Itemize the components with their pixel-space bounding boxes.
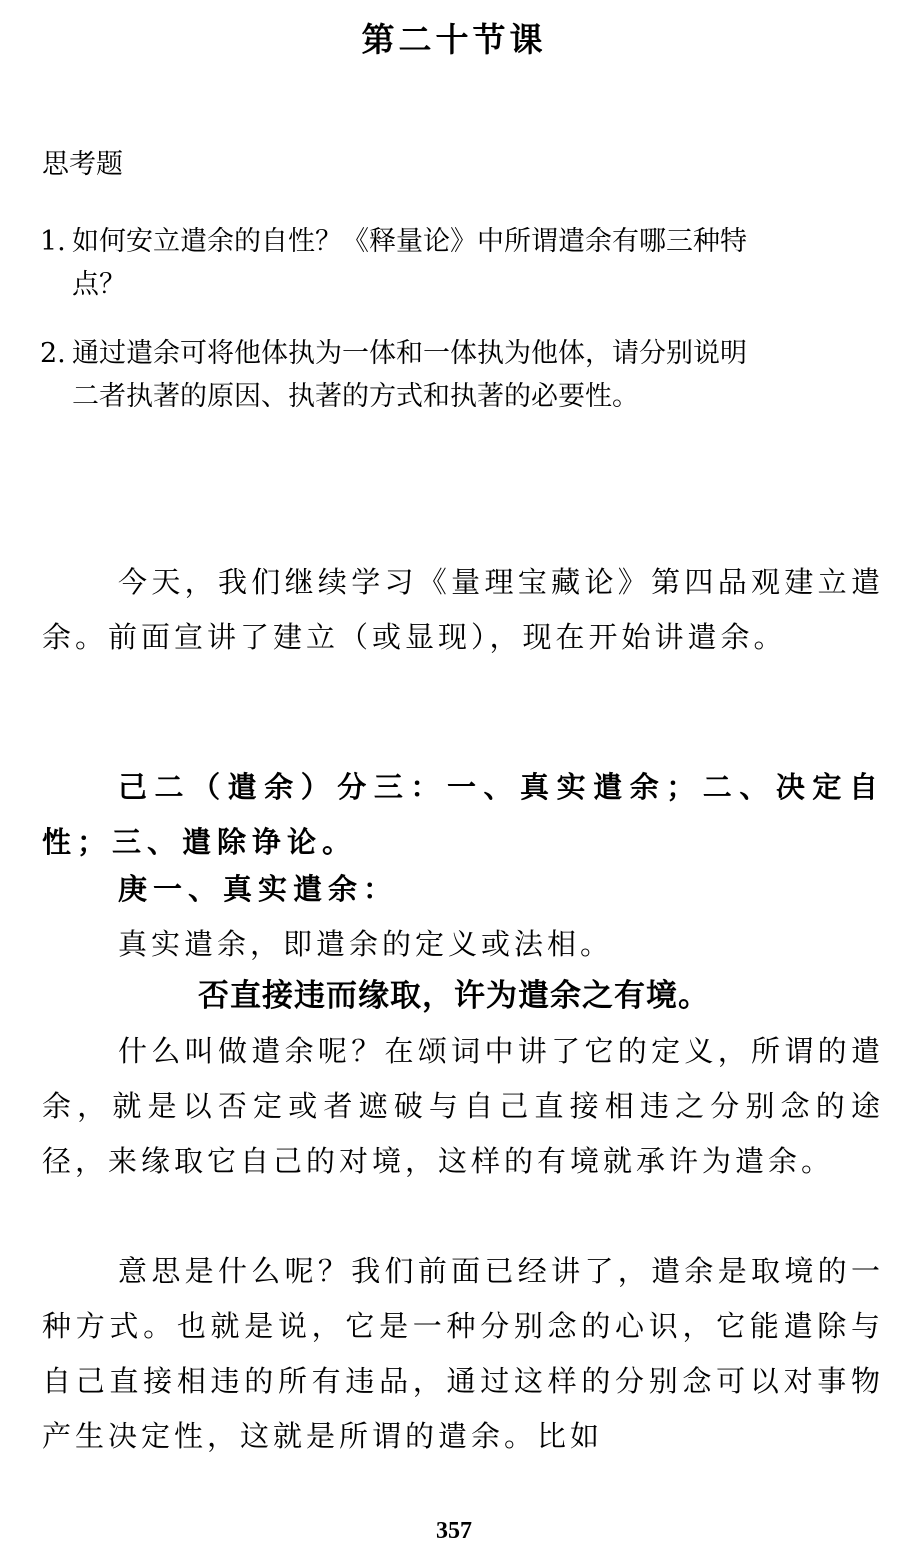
question-1 (40, 220, 886, 306)
outline-heading: 己二（遣余）分三：一、真实遣余；二、决定自性；三、遣除诤论。 (42, 770, 884, 859)
question-number: 2. (40, 338, 66, 369)
paragraph-2: 意思是什么呢？我们前面已经讲了，遣余是取境的一种方式。也就是说，它是一种分别念的心识，它能遣除与自己直接相违的所有违品，通过这样的分别念可以对事物产生决定性，这就是所谓的遣余。比如 (42, 1254, 884, 1453)
question-2 (40, 332, 886, 418)
question-text: 通过遣余可将他体执为一体和一体执为他体，请分别说明 (72, 338, 747, 369)
question-number: 1. (40, 226, 66, 257)
question-text-cont: 二者执著的原因、执著的方式和执著的必要性。 (72, 381, 639, 412)
lesson-title: 第二十节课 (361, 20, 547, 59)
page-number: 357 (436, 1518, 472, 1544)
paragraph-1: 什么叫做遣余呢？在颂词中讲了它的定义，所谓的遣余，就是以否定或者遮破与自己直接相违之分别念的途径，来缘取它自己的对境，这样的有境就承许为遣余。 (42, 1034, 884, 1178)
intro-paragraph: 今天，我们继续学习《量理宝藏论》第四品观建立遣余。前面宣讲了建立（或显现），现在开始讲遣余。 (42, 565, 884, 654)
question-text: 如何安立遣余的自性？《释量论》中所谓遣余有哪三种特 (72, 226, 747, 257)
sub-heading: 庚一、真实遣余： (118, 872, 399, 906)
questions-label: 思考题 (42, 149, 123, 180)
question-text-cont: 点？ (72, 269, 126, 300)
verse-text: 否直接违而缘取，许为遣余之有境。 (198, 978, 710, 1014)
sub-text: 真实遣余，即遣余的定义或法相。 (118, 927, 614, 961)
